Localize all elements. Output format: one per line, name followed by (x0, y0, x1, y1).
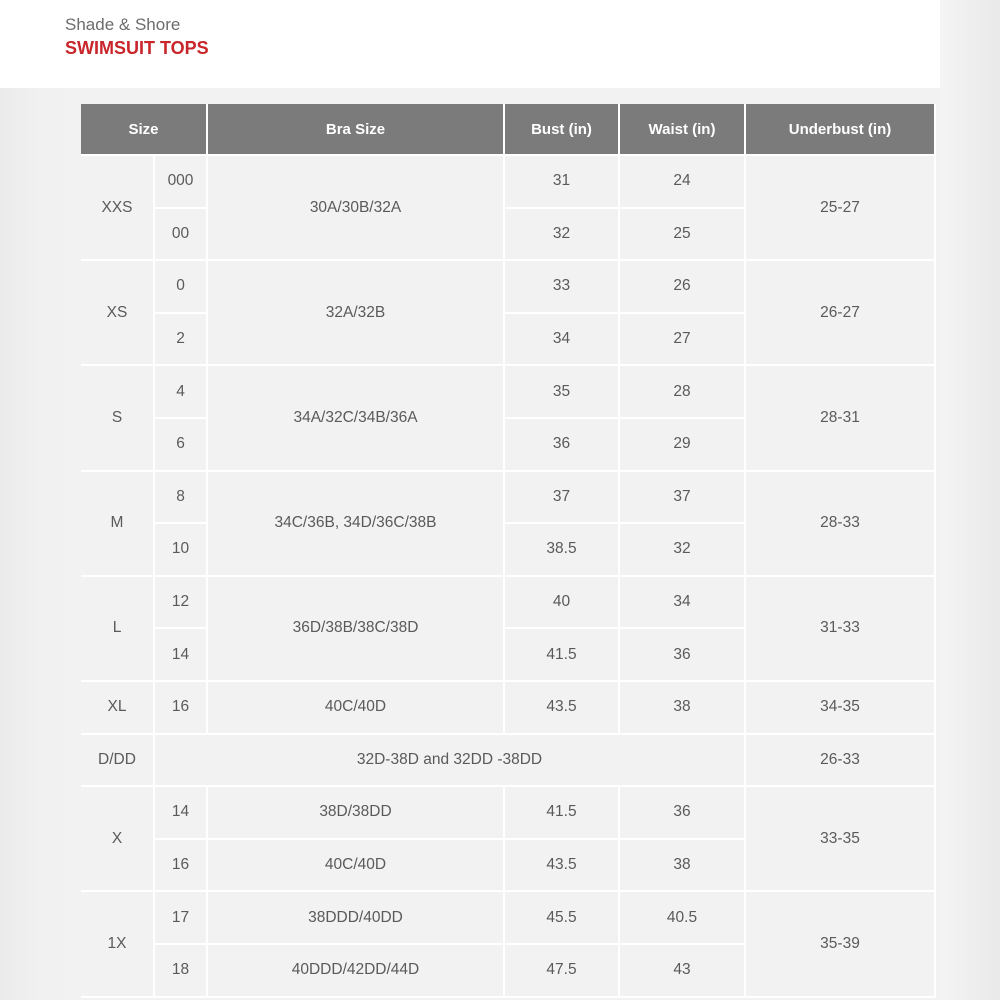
size-number: 17 (155, 892, 208, 945)
waist-value: 34 (620, 577, 746, 630)
bust-value: 32 (505, 209, 620, 262)
size-number: 2 (155, 314, 208, 367)
bra-size: 38DDD/40DD (208, 892, 505, 945)
size-label: XXS (81, 156, 155, 261)
header-bra-size: Bra Size (208, 104, 505, 156)
underbust-value: 33-35 (746, 787, 936, 892)
underbust-value: 28-33 (746, 472, 936, 577)
waist-value: 37 (620, 472, 746, 525)
size-number: 14 (155, 629, 208, 682)
bust-value: 36 (505, 419, 620, 472)
waist-value: 43 (620, 945, 746, 998)
header-underbust: Underbust (in) (746, 104, 936, 156)
waist-value: 29 (620, 419, 746, 472)
underbust-value: 34-35 (746, 682, 936, 735)
waist-value: 27 (620, 314, 746, 367)
waist-value: 40.5 (620, 892, 746, 945)
size-number: 10 (155, 524, 208, 577)
waist-value: 24 (620, 156, 746, 209)
bra-size-span: 32D-38D and 32DD -38DD (155, 735, 746, 788)
bust-value: 41.5 (505, 629, 620, 682)
size-label: X (81, 787, 155, 892)
brand-name: Shade & Shore (65, 15, 181, 34)
bra-size: 34A/32C/34B/36A (208, 366, 505, 471)
bra-size: 40C/40D (208, 682, 505, 735)
size-label: XS (81, 261, 155, 366)
bust-value: 43.5 (505, 840, 620, 893)
bra-size: 38D/38DD (208, 787, 505, 840)
bust-value: 33 (505, 261, 620, 314)
underbust-value: 25-27 (746, 156, 936, 261)
bust-value: 37 (505, 472, 620, 525)
underbust-value: 26-27 (746, 261, 936, 366)
underbust-value: 35-39 (746, 892, 936, 997)
bust-value: 31 (505, 156, 620, 209)
waist-value: 28 (620, 366, 746, 419)
bra-size: 40DDD/42DD/44D (208, 945, 505, 998)
header-bust: Bust (in) (505, 104, 620, 156)
size-label: M (81, 472, 155, 577)
waist-value: 38 (620, 840, 746, 893)
size-label: D/DD (81, 735, 155, 788)
size-number: 00 (155, 209, 208, 262)
waist-value: 36 (620, 629, 746, 682)
header-size: Size (81, 104, 208, 156)
bust-value: 40 (505, 577, 620, 630)
size-number: 6 (155, 419, 208, 472)
bust-value: 34 (505, 314, 620, 367)
bra-size: 36D/38B/38C/38D (208, 577, 505, 682)
size-number: 16 (155, 840, 208, 893)
size-label: 1X (81, 892, 155, 997)
bra-size: 32A/32B (208, 261, 505, 366)
underbust-value: 28-31 (746, 366, 936, 471)
waist-value: 26 (620, 261, 746, 314)
underbust-value: 31-33 (746, 577, 936, 682)
size-number: 18 (155, 945, 208, 998)
size-number: 4 (155, 366, 208, 419)
size-label: L (81, 577, 155, 682)
size-label: XL (81, 682, 155, 735)
page-title: SWIMSUIT TOPS (65, 38, 209, 58)
bust-value: 38.5 (505, 524, 620, 577)
size-number: 0 (155, 261, 208, 314)
size-number: 000 (155, 156, 208, 209)
bust-value: 35 (505, 366, 620, 419)
size-label: S (81, 366, 155, 471)
waist-value: 36 (620, 787, 746, 840)
header-waist: Waist (in) (620, 104, 746, 156)
bra-size: 30A/30B/32A (208, 156, 505, 261)
waist-value: 25 (620, 209, 746, 262)
waist-value: 38 (620, 682, 746, 735)
size-number: 12 (155, 577, 208, 630)
size-number: 8 (155, 472, 208, 525)
bust-value: 45.5 (505, 892, 620, 945)
size-number: 14 (155, 787, 208, 840)
bust-value: 47.5 (505, 945, 620, 998)
bust-value: 41.5 (505, 787, 620, 840)
bra-size: 34C/36B, 34D/36C/38B (208, 472, 505, 577)
size-number: 16 (155, 682, 208, 735)
bra-size: 40C/40D (208, 840, 505, 893)
header (0, 0, 940, 88)
waist-value: 32 (620, 524, 746, 577)
underbust-value: 26-33 (746, 735, 936, 788)
bust-value: 43.5 (505, 682, 620, 735)
